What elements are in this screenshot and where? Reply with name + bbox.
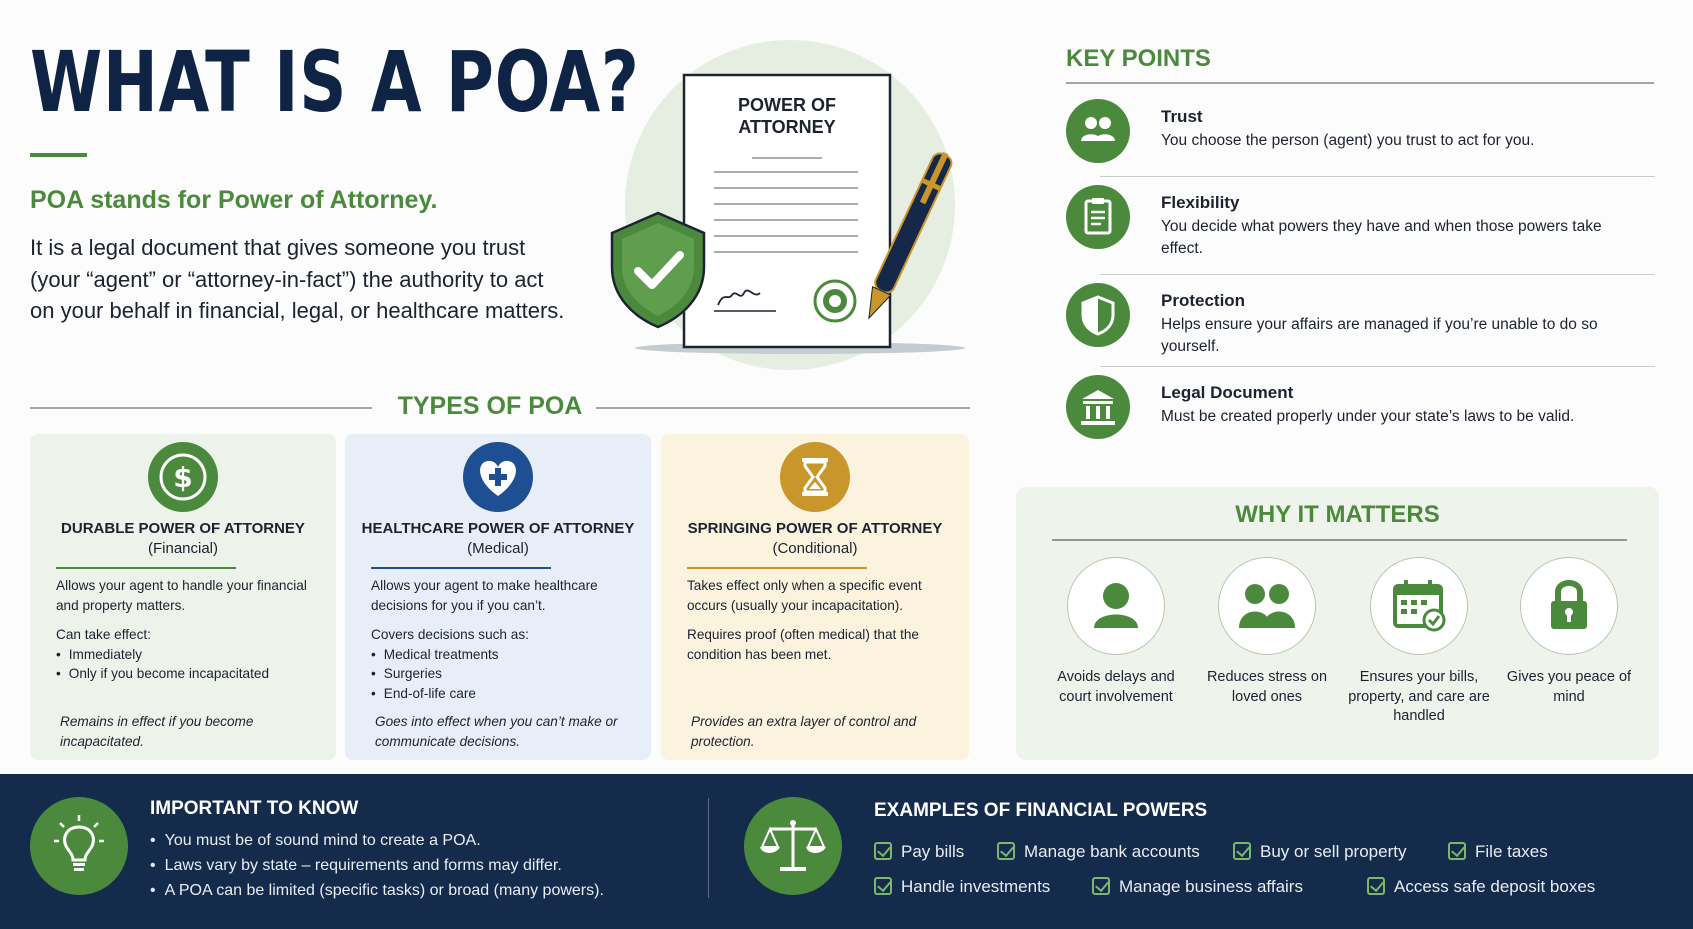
- important-item: • Laws vary by state – requirements and forms may differ.: [150, 853, 604, 878]
- check-icon: [997, 842, 1015, 860]
- key-point-title: Legal Document: [1161, 383, 1294, 402]
- card-subtitle: (Conditional): [772, 540, 858, 557]
- type-card-springing: [661, 434, 969, 760]
- example-item: Manage business affairs: [1092, 877, 1303, 897]
- card-title: SPRINGING POWER OF ATTORNEY: [687, 520, 943, 537]
- clipboard-icon: [1066, 185, 1130, 249]
- heart-plus-icon: [463, 442, 533, 512]
- list-item: • End-of-life care: [371, 684, 631, 704]
- card-description: Allows your agent to handle your financial and property matters.: [56, 578, 307, 613]
- check-icon: [874, 842, 892, 860]
- list-item: • Immediately: [56, 645, 316, 665]
- check-icon: [1092, 877, 1110, 895]
- example-item: Buy or sell property: [1233, 842, 1406, 862]
- dollar-icon: [148, 442, 218, 512]
- why-item: [1344, 557, 1494, 727]
- key-points-heading: KEY POINTS: [1066, 45, 1211, 72]
- family-icon: [1218, 557, 1316, 655]
- document-title-line2: ATTORNEY: [738, 117, 836, 137]
- footer-band: [0, 774, 1693, 929]
- shield-icon: [1066, 283, 1130, 347]
- why-item-text: Reduces stress on loved ones: [1206, 669, 1328, 705]
- why-item: [1494, 557, 1644, 707]
- why-item: [1041, 557, 1191, 707]
- types-heading-label: TYPES OF POA: [397, 392, 583, 420]
- example-item: Manage bank accounts: [997, 842, 1200, 862]
- card-footnote: Goes into effect when you can’t make or communicate decisions.: [375, 714, 618, 749]
- card-description: Allows your agent to make healthcare decisions for you if you can’t.: [371, 578, 598, 613]
- why-item-text: Gives you peace of mind: [1506, 669, 1632, 705]
- page-title: WHAT IS A POA?: [30, 33, 640, 131]
- key-point-flexibility: [1066, 185, 1656, 265]
- title-accent-bar: [30, 153, 87, 157]
- why-item-text: Avoids delays and court involvement: [1057, 669, 1175, 705]
- check-icon: [1233, 842, 1251, 860]
- why-item-text: Ensures your bills, property, and care are handled: [1348, 669, 1490, 724]
- example-item: Access safe deposit boxes: [1367, 877, 1595, 897]
- scales-icon: [744, 797, 842, 895]
- list-item: • Surgeries: [371, 664, 631, 684]
- key-point-title: Trust: [1161, 107, 1203, 126]
- why-item: [1192, 557, 1342, 707]
- key-point-text: You choose the person (agent) you trust to act for you.: [1161, 132, 1535, 149]
- check-icon: [1448, 842, 1466, 860]
- type-card-healthcare: [345, 434, 651, 760]
- card-footnote: Provides an extra layer of control and protection.: [691, 714, 917, 749]
- intro-text: It is a legal document that gives someone you trust (your “agent” or “attorney-in-fact”) the authority to act on your behalf in financial, legal, or healthcare matters.: [30, 235, 565, 323]
- list-item: • Medical treatments: [371, 645, 631, 665]
- card-subtitle: (Financial): [147, 540, 219, 557]
- why-it-matters-panel: [1016, 487, 1659, 760]
- types-heading: [30, 392, 970, 422]
- type-card-durable: [30, 434, 336, 760]
- svg-text:$: $: [173, 461, 193, 494]
- lightbulb-icon: [30, 797, 128, 895]
- courthouse-icon: [1066, 375, 1130, 439]
- why-heading: WHY IT MATTERS: [1235, 501, 1440, 528]
- people-icon: [1066, 99, 1130, 163]
- key-point-text: Must be created properly under your state’s laws to be valid.: [1161, 408, 1575, 425]
- check-icon: [1367, 877, 1385, 895]
- list-item: • Only if you become incapacitated: [56, 664, 316, 684]
- card-title: DURABLE POWER OF ATTORNEY: [61, 520, 305, 537]
- key-point-title: Protection: [1161, 291, 1246, 310]
- card-subtitle: (Medical): [467, 540, 529, 557]
- card-footnote: Remains in effect if you become incapacitated.: [60, 714, 254, 749]
- document-illustration: [600, 35, 980, 380]
- key-point-title: Flexibility: [1161, 193, 1240, 212]
- card-list-label: Can take effect:: [56, 627, 151, 642]
- example-item: Pay bills: [874, 842, 964, 862]
- card-title: HEALTHCARE POWER OF ATTORNEY: [361, 520, 635, 537]
- example-item: Handle investments: [874, 877, 1050, 897]
- important-heading: IMPORTANT TO KNOW: [150, 798, 359, 819]
- card-list-label: Covers decisions such as:: [371, 627, 529, 642]
- document-title-line1: POWER OF: [738, 95, 836, 115]
- key-point-trust: [1066, 99, 1656, 179]
- person-icon: [1067, 557, 1165, 655]
- examples-heading: EXAMPLES OF FINANCIAL POWERS: [874, 800, 1208, 821]
- check-icon: [874, 877, 892, 895]
- lock-icon: [1520, 557, 1618, 655]
- key-point-text: You decide what powers they have and when those powers take effect.: [1161, 218, 1602, 257]
- subtitle: POA stands for Power of Attorney.: [30, 186, 438, 214]
- calendar-check-icon: [1370, 557, 1468, 655]
- card-description-2: Requires proof (often medical) that the condition has been met.: [687, 627, 919, 662]
- card-description: Takes effect only when a specific event occurs (usually your incapacitation).: [687, 578, 922, 613]
- example-item: File taxes: [1448, 842, 1548, 862]
- important-item: • You must be of sound mind to create a POA.: [150, 828, 604, 853]
- important-item: • A POA can be limited (specific tasks) or broad (many powers).: [150, 878, 604, 903]
- key-point-text: Helps ensure your affairs are managed if you’re unable to do so yourself.: [1161, 316, 1598, 355]
- key-point-legal-document: [1066, 375, 1656, 455]
- hourglass-icon: [780, 442, 850, 512]
- key-point-protection: [1066, 283, 1656, 363]
